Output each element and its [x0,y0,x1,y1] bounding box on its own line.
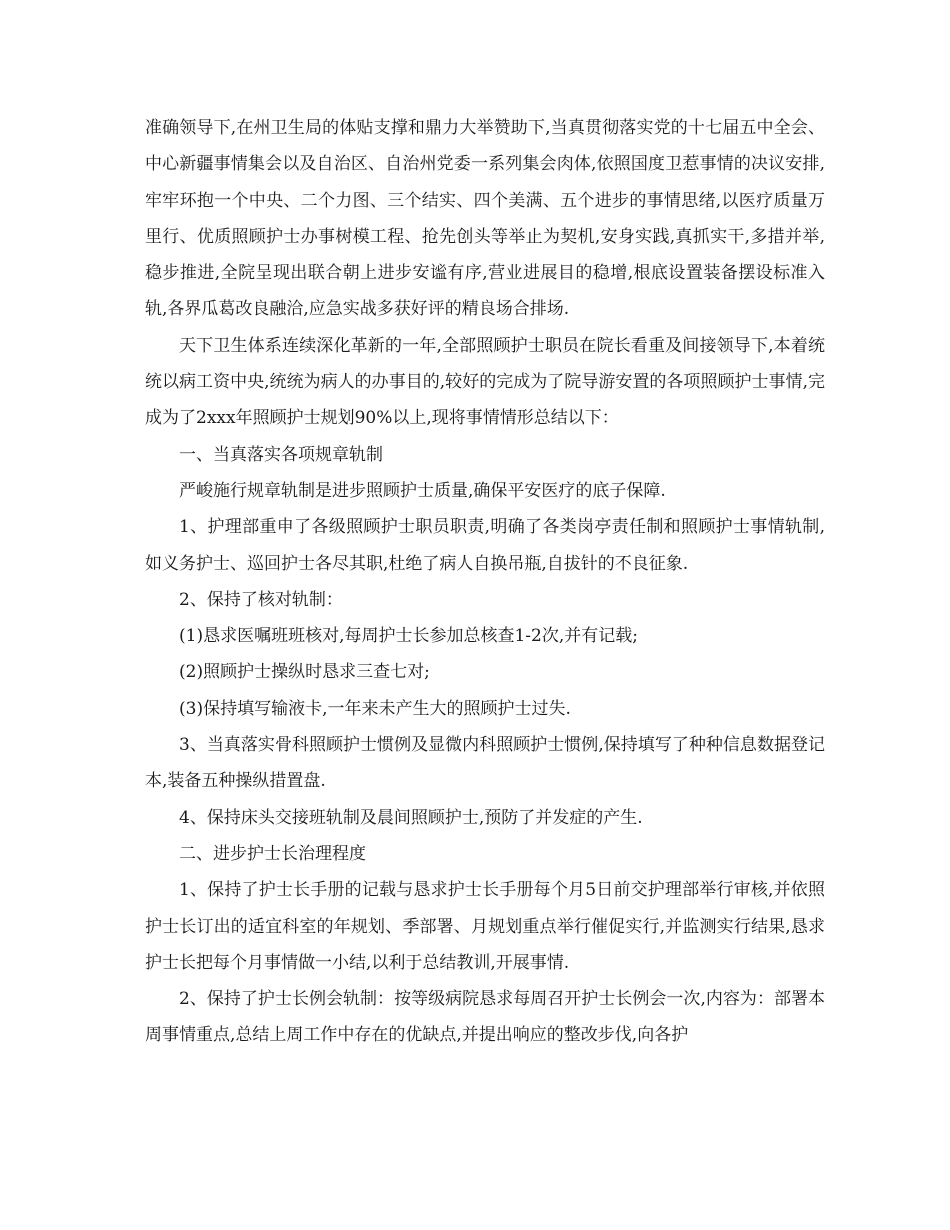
section-heading-2: 二、进步护士长治理程度 [179,843,366,864]
paragraph-1: 准确领导下,在州卫生局的体贴支撑和鼎力大举赞助下,当真贯彻落实党的十七届五中全会、中心新疆事情集会以及自治区、自治州党委一系列集会肉体,依照国度卫惹事情的决议安排,牢牢环抱一个中央、二个力图、三个结实、四个美满、五个进步的事情思绪,以医疗质量万里行、优质照顾护士办事树模工程、抢先创头等举止为契机,安身实践,真抓实干,多措并举,稳步推进,全院呈现出联合朝上进步安谧有序,营业进展目的稳增,根底设置装备摆设标准入轨,各界瓜葛改良融洽,应急实战多获好评的精良场合排场. [145,118,825,320]
sub-item-2: (2)照顾护士操纵时恳求三查七对; [179,662,430,683]
sub-item-3: (3)保持填写输液卡,一年来未产生大的照顾护士过失. [179,698,571,719]
document-body [145,110,825,1054]
list-item-5: 1、保持了护士长手册的记载与恳求护士长手册每个月5日前交护理部举行审核,并依照护士长订出的适宜科室的年规划、季部署、月规划重点举行催促实行,并监测实行结果,恳求护士长把每个月事情做一小结,以利于总结教训,开展事情. [145,880,825,973]
list-item-1: 1、护理部重申了各级照顾护士职员职责,明确了各类岗亭责任制和照顾护士事情轨制,如义务护士、巡回护士各尽其职,杜绝了病人自换吊瓶,自拔针的不良征象. [145,517,825,574]
list-item-4: 4、保持床头交接班轨制及晨间照顾护士,预防了并发症的产生. [179,807,643,828]
paragraph-3: 严峻施行规章轨制是进步照顾护士质量,确保平安医疗的底子保障. [179,480,666,501]
list-item-6: 2、保持了护士长例会轨制：按等级病院恳求每周召开护士长例会一次,内容为：部署本周事情重点,总结上周工作中存在的优缺点,并提出响应的整改步伐,向各护 [145,989,825,1046]
list-item-2: 2、保持了核对轨制： [179,589,343,610]
list-item-3: 3、当真落实骨科照顾护士惯例及显微内科照顾护士惯例,保持填写了种种信息数据登记本,装备五种操纵措置盘. [145,735,825,792]
paragraph-2: 天下卫生体系连续深化革新的一年,全部照顾护士职员在院长看重及间接领导下,本着统统以病工资中央,统统为病人的办事目的,较好的完成为了院导游安置的各项照顾护士事情,完成为了2xxx年照顾护士规划90%以上,现将事情情形总结以下： [145,335,825,429]
sub-item-1: (1)恳求医嘱班班核对,每周护士长参加总核查1-2次,并有记载; [179,626,638,647]
section-heading-1: 一、当真落实各项规章轨制 [179,444,383,465]
